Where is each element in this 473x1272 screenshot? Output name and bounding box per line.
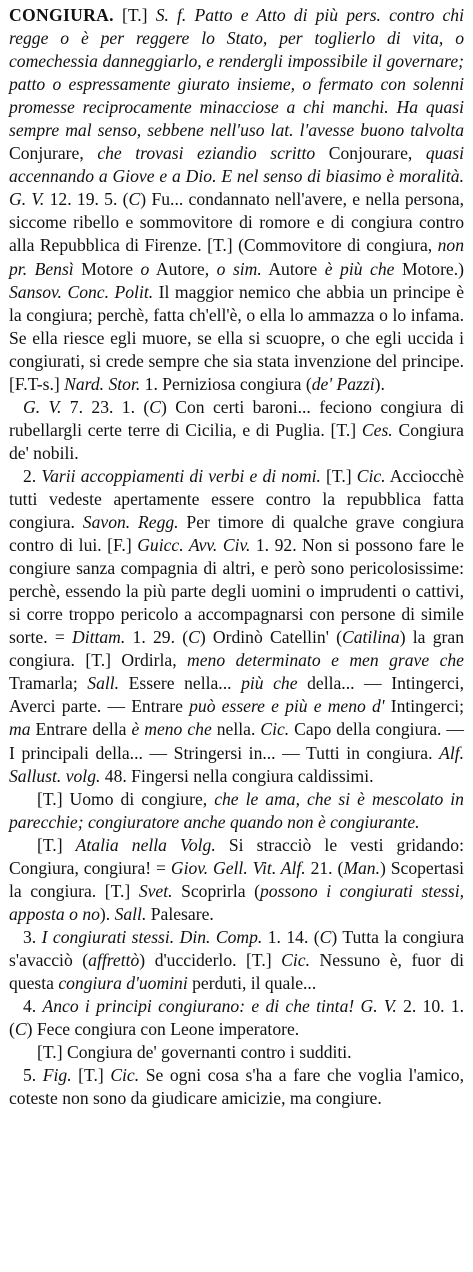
italic-text-run: è meno che <box>131 719 212 740</box>
text-run: Se ogni cosa s'ha a fare che voglia l'amico, coteste non sono da giudicare amicizie, ma congiure. <box>9 1065 465 1109</box>
italic-text-run: C <box>149 396 161 417</box>
text-run: Palesare. <box>146 903 214 924</box>
italic-text-run: Sall. <box>114 903 147 924</box>
italic-text-run: che le ama, che si è mescolato in parecchie; congiuratore anche quando non è congiurante. <box>9 788 464 832</box>
text-run: Capo della congiura. — I principali della... — Stringersi in... — Tutti in congiura. <box>9 719 465 763</box>
italic-text-run: C <box>128 189 141 210</box>
text-run: [T.] <box>113 5 156 25</box>
italic-text-run: quasi accennando a Giove e a Dio. E nel senso di biasimo è moralità. G. V. <box>9 143 464 210</box>
italic-text-run: Guicc. Avv. Civ. <box>137 535 251 556</box>
text-run: nella. <box>211 719 261 740</box>
italic-text-run: Giov. Gell. Vit. Alf. <box>170 857 306 878</box>
text-run: ). <box>374 373 385 394</box>
text-run: 7. 23. 1. ( <box>61 396 150 417</box>
text-run: ) d'ucciderlo. [T.] <box>139 949 282 970</box>
italic-text-run: Savon. Regg. <box>82 512 179 533</box>
entry-headword: CONGIURA. <box>9 5 114 25</box>
text-run: Acciocchè tutti vedeste apertamente essere contro la repubblica fatta congiura. <box>9 465 464 533</box>
italic-text-run: C <box>188 627 200 648</box>
italic-text-run: o sim. <box>216 258 262 279</box>
text-run: [T.] <box>71 1065 111 1086</box>
italic-text-run: S. f. Patto e Atto di più pers. contro chi regge o è per reggere lo Stato, per toglierlo di vita, o comechessia danneggiarlo, e rendergli impossibile il governare; patto o espressamente giurato insieme, o fermato con solenni promesse reciprocamente minacciose a chi manchi. Ha quasi sempre mal senso, sebbene nell'uso lat. l'avesse buono talvolta <box>9 5 464 141</box>
italic-text-run: Anco i principi congiurano: e di che tinta! G. V. <box>42 996 397 1017</box>
italic-text-run: che trovasi eziandio scritto <box>97 143 316 164</box>
italic-text-run: più che <box>241 673 298 694</box>
text-run: 1. 92. Non si possono fare le congiure sanza compagnia di altri, e però sono pericolosissime: perchè, essendo la più parte degli uomini o imprudenti o cattivi, si corre troppo pericolo a accompagnarsi con persone di simile sorte. = <box>9 535 464 648</box>
text-run: 48. Fingersi nella congiura caldissimi. <box>100 765 374 786</box>
text-run: Entrare della <box>30 719 132 740</box>
italic-text-run: Man. <box>343 857 380 878</box>
text-run: [T.] <box>320 465 357 486</box>
italic-text-run: Alf. Sallust. volg. <box>9 742 464 786</box>
text-run: Per timore di qualche grave congiura contro di lui. [F.] <box>9 512 464 556</box>
text-run: Il maggior nemico che abbia un principe è la congiura; perchè, fatta ch'ell'è, o ella lo ammazza o lo infama. Se ella riesce egli muore, se ella si scuopre, o che egli uccida i congiurati, si crede sempre che sia stata invenzione del principe. [F.T-s.] <box>9 281 464 394</box>
text-run: 5. <box>23 1065 43 1086</box>
text-run: Motore.) <box>394 258 464 279</box>
italic-text-run: non pr. Bensì <box>9 235 464 279</box>
italic-text-run: G. V. <box>23 396 62 417</box>
text-run: Autore <box>261 258 325 279</box>
text-run: ) Fu... condannato nell'avere, e nella persona, siccome ribello e sommovitore di romore e di congiura contro alla Repubblica di Firenze. [T.] (Commovitore di congiura, <box>9 189 464 256</box>
text-run: ) Con certi baroni... feciono congiura di rubellargli certe terre di Cicilia, e di Puglia. [T.] <box>9 396 464 440</box>
text-run: ). <box>99 903 115 924</box>
text-run: Essere nella... <box>119 673 242 694</box>
italic-text-run: è più che <box>324 258 395 279</box>
entry-paragraph-sense-4 <box>9 995 464 1041</box>
entry-paragraph-sense-2-note-1 <box>9 788 464 834</box>
text-run: [T.] <box>37 834 76 855</box>
text-run: perduti, il quale... <box>187 972 317 993</box>
italic-text-run: Cic. <box>356 465 386 486</box>
text-run: 12. 19. 5. ( <box>44 189 129 210</box>
text-run: 2. <box>23 465 42 486</box>
text-run: Tramarla; <box>9 673 88 694</box>
text-run: Nessuno è, fuor di questa <box>9 949 464 993</box>
entry-paragraph-sense-5 <box>9 1064 464 1110</box>
text-run: 1. 29. ( <box>125 627 189 648</box>
text-run: 1. 14. ( <box>262 926 320 947</box>
italic-text-run: affrettò <box>88 949 140 970</box>
italic-text-run: congiura d'uomini <box>58 972 188 993</box>
italic-text-run: Sansov. Conc. Polit. <box>9 281 154 302</box>
italic-text-run: Catilina <box>342 627 400 648</box>
text-run: della... — Intingerci, Averci parte. — Entrare <box>9 673 465 717</box>
italic-text-run: Ces. <box>361 419 393 440</box>
italic-text-run: o <box>140 258 150 279</box>
text-run: [T.] Uomo di congiure, <box>37 788 215 809</box>
italic-text-run: Atalia nella Volg. <box>75 834 216 855</box>
text-run: Intingerci; <box>384 696 464 717</box>
entry-paragraph-citation <box>9 396 464 465</box>
entry-paragraph-sense-2-note-2 <box>9 834 464 926</box>
italic-text-run: possono i congiurati stessi, apposta o no <box>9 880 464 924</box>
italic-text-run: Svet. <box>138 880 173 901</box>
text-run: Motore <box>73 258 141 279</box>
text-run: ) Ordinò Catellin' ( <box>199 627 342 648</box>
text-run: 3. <box>23 926 42 947</box>
italic-text-run: Cic. <box>110 1065 140 1086</box>
text-run: ) Scopertasi la congiura. [T.] <box>9 857 465 901</box>
text-run: Autore, <box>149 258 217 279</box>
italic-text-run: Dittam. <box>72 627 126 648</box>
italic-text-run: C <box>319 926 332 947</box>
italic-text-run: ma <box>9 719 31 740</box>
text-run: 4. <box>23 996 43 1017</box>
italic-text-run: Varii accoppiamenti di verbi e di nomi. <box>41 465 321 486</box>
text-run: 1. Perniziosa congiura ( <box>140 373 312 394</box>
dictionary-entry-congiura <box>9 4 464 1110</box>
text-run: Conjurare, <box>9 143 98 164</box>
text-run: ) Tutta la congiura s'avacciò ( <box>9 926 465 970</box>
italic-text-run: Nard. Stor. <box>64 373 141 394</box>
entry-paragraph-sense-4-note <box>9 1041 464 1064</box>
italic-text-run: Sall. <box>87 673 120 694</box>
text-run: Conjourare, <box>315 143 426 164</box>
italic-text-run: Cic. <box>260 719 290 740</box>
text-run: 21. ( <box>305 857 344 878</box>
italic-text-run: meno determinato e men grave che <box>187 650 464 671</box>
entry-paragraph-sense-3 <box>9 926 464 995</box>
text-run: 2. 10. 1. ( <box>9 996 465 1040</box>
italic-text-run: Fig. <box>42 1065 72 1086</box>
text-run: ) la gran congiura. [T.] Ordirla, <box>9 627 464 671</box>
italic-text-run: Cic. <box>281 949 311 970</box>
text-run: Si stracciò le vesti gridando: Congiura, congiura! = <box>9 834 464 878</box>
entry-paragraph-sense-2 <box>9 465 464 788</box>
entry-paragraph-definition <box>9 4 464 396</box>
text-run: ) Fece congiura con Leone imperatore. <box>26 1019 300 1040</box>
italic-text-run: C <box>14 1019 27 1040</box>
text-run: Congiura de' nobili. <box>9 419 464 463</box>
italic-text-run: de' Pazzi <box>311 373 375 394</box>
text-run: [T.] Congiura de' governanti contro i sudditi. <box>37 1042 352 1063</box>
italic-text-run: può essere e più e meno d' <box>189 696 385 717</box>
italic-text-run: I congiurati stessi. Din. Comp. <box>41 926 263 947</box>
text-run: Scoprirla ( <box>172 880 260 901</box>
